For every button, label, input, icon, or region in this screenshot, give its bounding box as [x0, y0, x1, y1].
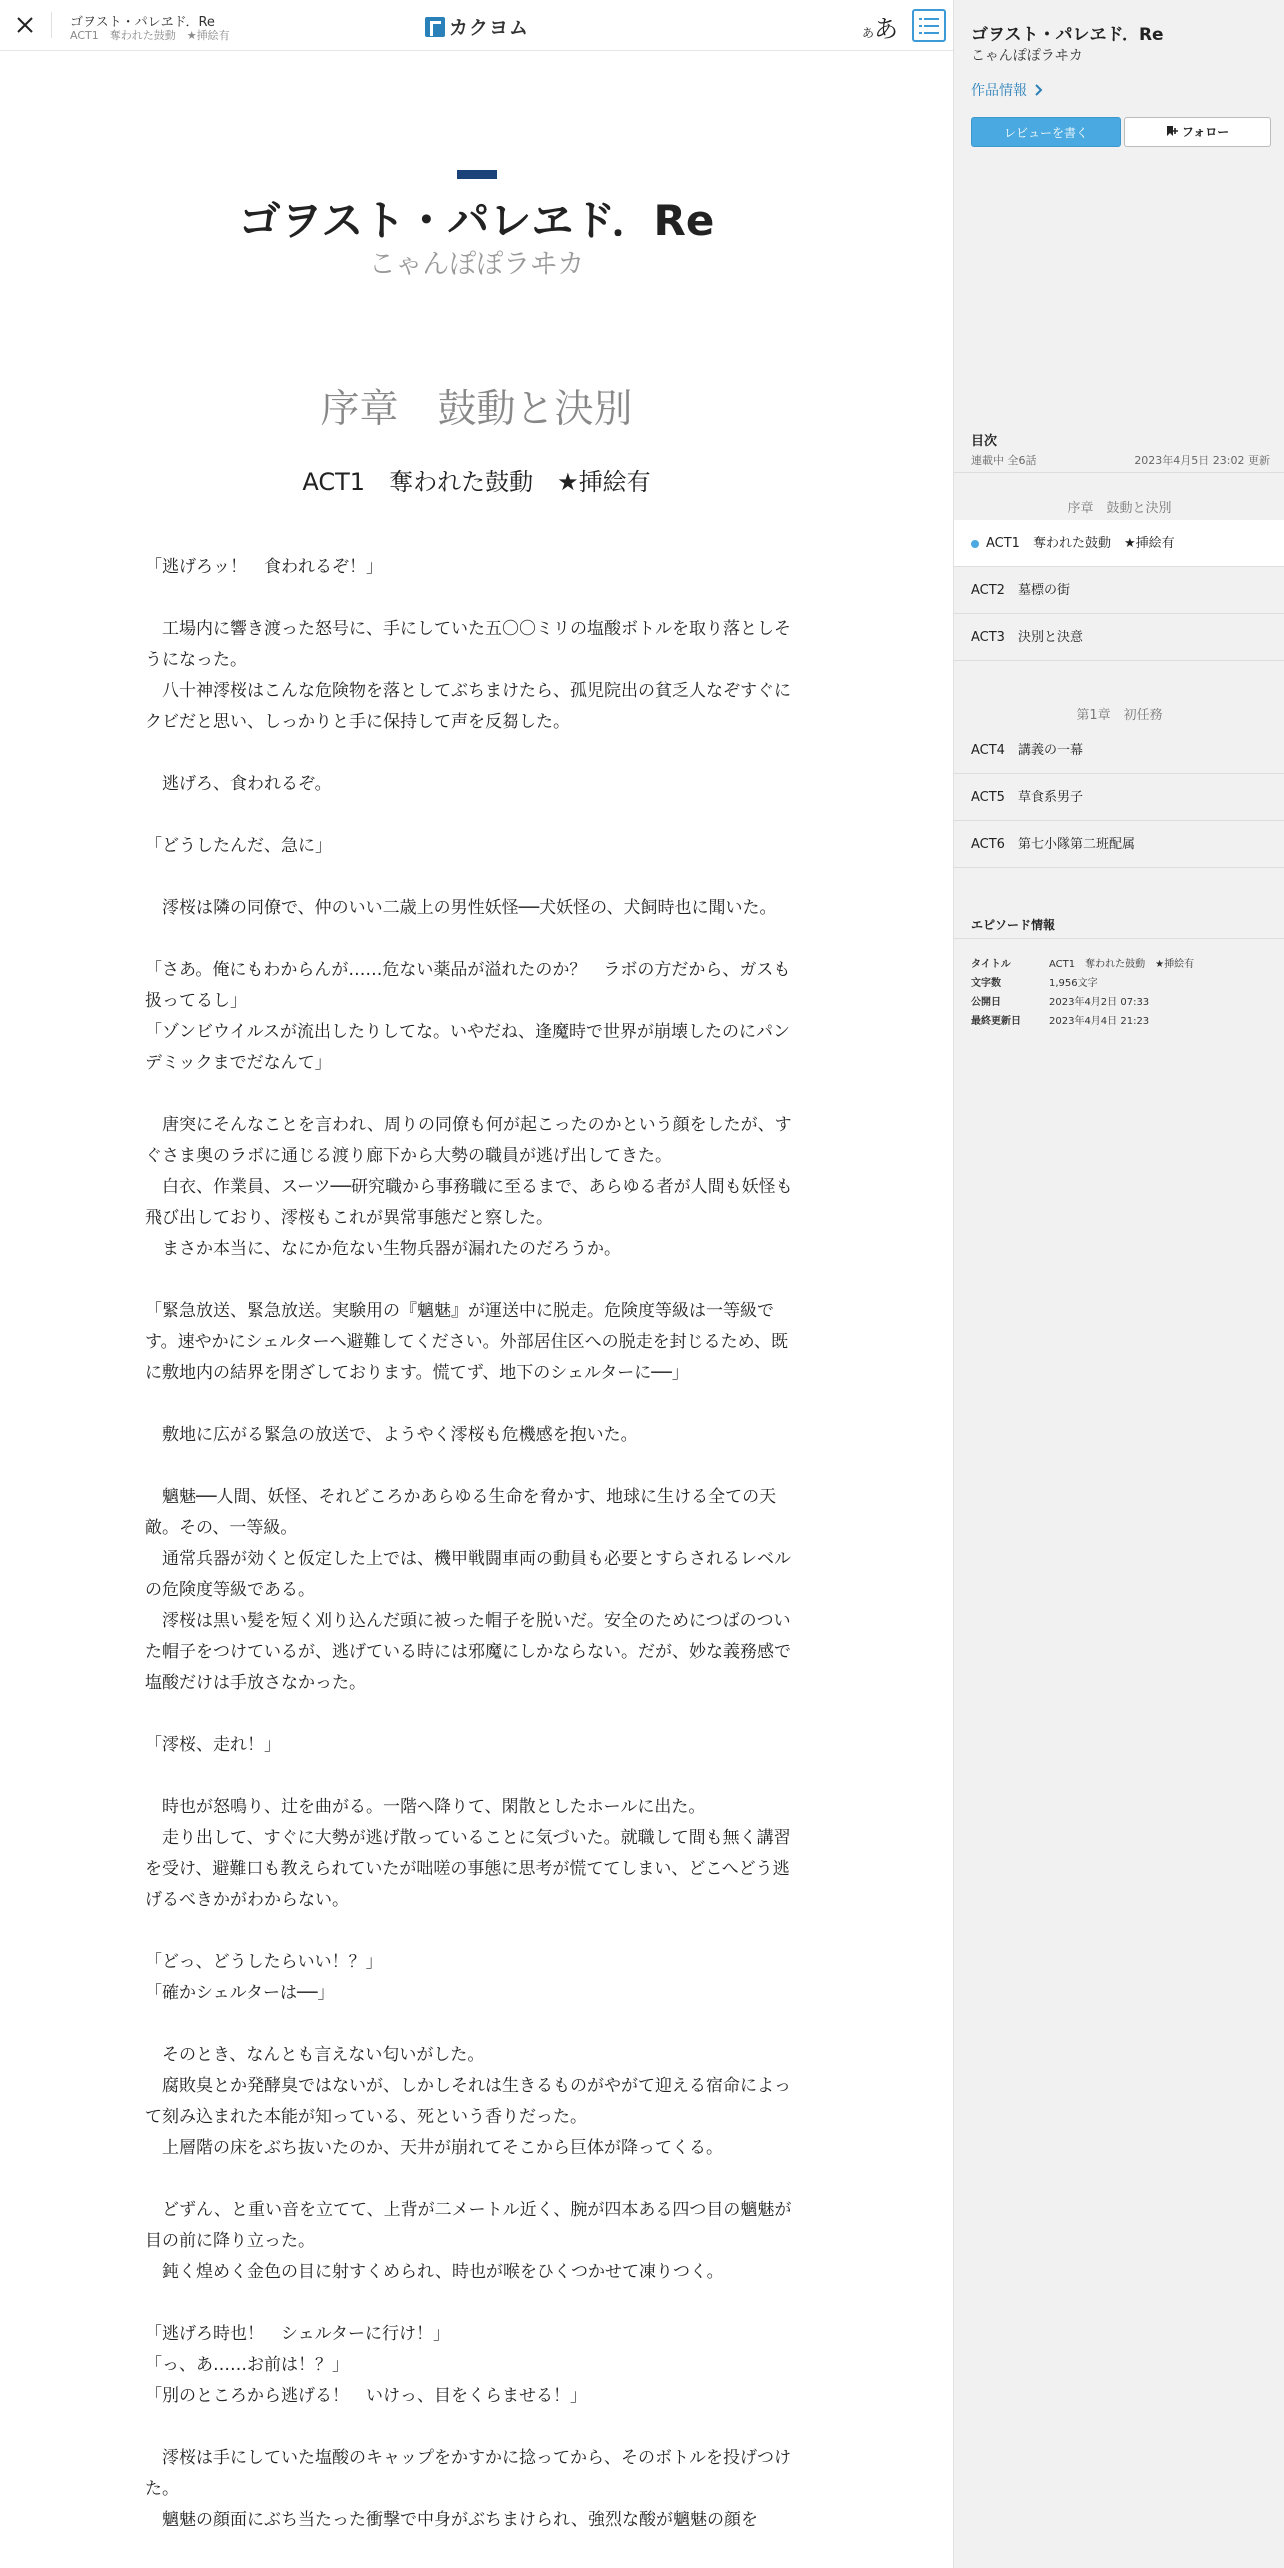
- body-paragraph: 「ゾンビウイルスが流出したりしてな。いやだね、逢魔時で世界が崩壊したのにパンデミックまでだなんて」: [145, 1022, 790, 1073]
- font-large-glyph: あ: [874, 15, 899, 43]
- blank-line: [145, 1389, 795, 1420]
- meta-key: 公開日: [971, 997, 1001, 1008]
- episode-body: [145, 552, 795, 2536]
- font-size-button[interactable]: [862, 9, 898, 44]
- toc-updated: 2023年4月5日 23:02 更新: [1134, 454, 1270, 467]
- toc-episode-act5[interactable]: [954, 774, 1284, 821]
- work-info-label: 作品情報: [971, 83, 1027, 99]
- follow-button[interactable]: [1124, 117, 1271, 147]
- episode-meta-published: [971, 993, 1149, 1008]
- body-paragraph: 逃げろ、食われるぞ。: [145, 774, 332, 794]
- sidebar-author[interactable]: こゃんぽぽラヰカ: [971, 48, 1083, 64]
- body-paragraph: 八十神澪桜はこんな危険物を落としてぶちまけたら、孤児院出の貧乏人なぞすぐにクビだと思い、しっかりと手に保持して声を反芻した。: [145, 681, 791, 732]
- toc-episode-label: ACT5 草食系男子: [971, 790, 1083, 805]
- blank-line: [145, 1265, 795, 1296]
- work-title: ゴヲスト・パレヱド．Re: [238, 196, 715, 245]
- body-paragraph: 「どうしたんだ、急に」: [145, 836, 332, 856]
- body-paragraph: 澪桜は黒い髪を短く刈り込んだ頭に被った帽子を脱いだ。安全のためにつばのついた帽子をつけているが、逃げている時には邪魔にしかならない。だが、妙な義務感で塩酸だけは手放さなかった。: [145, 1611, 791, 1693]
- font-small-glyph: あ: [862, 26, 875, 40]
- toc-episode-label: ACT3 決別と決意: [971, 630, 1083, 645]
- blank-line: [145, 1699, 795, 1730]
- write-review-button[interactable]: レビューを書く: [971, 117, 1121, 147]
- reader-header: [0, 0, 953, 51]
- episode-title: ACT1 奪われた鼓動 ★挿絵有: [302, 468, 651, 496]
- episode-meta-title: [971, 955, 1194, 970]
- blank-line: [145, 1916, 795, 1947]
- toc-episode-label: ACT2 墓標の街: [971, 583, 1070, 598]
- body-paragraph: 「緊急放送、緊急放送。実験用の『魑魅』が運送中に脱走。危険度等級は一等級です。速やかにシェルターへ避難してください。外部居住区への脱走を封じるため、既に敷地内の結界を閉ざしております。慌てず、地下のシェルターに──」: [145, 1301, 788, 1383]
- bookmark-plus-icon: [1166, 125, 1178, 137]
- meta-value: 1,956文字: [1049, 978, 1098, 989]
- body-paragraph: 「逃げろッ！ 食われるぞ！」: [145, 557, 383, 577]
- toc-episode-label: ACT4 講義の一幕: [971, 743, 1083, 758]
- close-icon: [12, 12, 38, 38]
- site-logo[interactable]: [425, 13, 529, 40]
- meta-key: 文字数: [971, 978, 1001, 989]
- blank-line: [145, 1451, 795, 1482]
- body-paragraph: 魑魅の顔面にぶち当たった衝撃で中身がぶちまけられ、強烈な酸が魑魅の顔を: [145, 2510, 759, 2530]
- body-paragraph: 白衣、作業員、スーツ──研究職から事務職に至るまで、あらゆる者が人間も妖怪も飛び出しており、澪桜もこれが異常事態だと察した。: [145, 1177, 793, 1228]
- body-paragraph: まさか本当に、なにか危ない生物兵器が漏れたのだろうか。: [145, 1239, 621, 1259]
- chapter-title: 序章 鼓動と決別: [320, 387, 633, 432]
- body-paragraph: 「どっ、どうしたらいい！？」: [145, 1952, 383, 1972]
- blank-line: [145, 1761, 795, 1792]
- body-paragraph: 魑魅──人間、妖怪、それどころかあらゆる生命を脅かす、地球に生ける全ての天敵。その、一等級。: [145, 1487, 777, 1538]
- work-info-link[interactable]: [971, 80, 1044, 100]
- toc-status: 連載中 全6話: [971, 454, 1037, 467]
- blank-line: [145, 800, 795, 831]
- logo-mark-icon: [425, 17, 445, 37]
- toc-episode-act1[interactable]: [954, 520, 1284, 567]
- sidebar-work-title[interactable]: ゴヲスト・パレヱド．Re: [971, 25, 1164, 45]
- body-paragraph: 唐突にそんなことを言われ、周りの同僚も何が起こったのかという顔をしたが、すぐさま奥のラボに通じる渡り廊下から大勢の職員が逃げ出してきた。: [145, 1115, 792, 1166]
- body-paragraph: 時也が怒鳴り、辻を曲がる。一階へ降りて、閑散としたホールに出た。: [145, 1797, 706, 1817]
- meta-key: 最終更新日: [971, 1016, 1021, 1027]
- toc-heading: 目次: [971, 434, 998, 449]
- list-icon: [919, 17, 939, 35]
- body-paragraph: どずん、と重い音を立てて、上背が二メートル近く、腕が四本ある四つ目の魑魅が目の前に降り立った。: [145, 2200, 792, 2251]
- toc-divider: [954, 472, 1284, 473]
- episode-meta-updated: [971, 1012, 1149, 1027]
- body-paragraph: そのとき、なんとも言えない匂いがした。: [145, 2045, 485, 2065]
- meta-value: ACT1 奪われた鼓動 ★挿絵有: [1049, 959, 1195, 970]
- toc-chapter-heading: 序章 鼓動と決別: [1067, 501, 1172, 516]
- current-episode-dot: [971, 540, 979, 548]
- blank-line: [145, 862, 795, 893]
- blank-line: [145, 1079, 795, 1110]
- meta-value: 2023年4月4日 21:23: [1049, 1016, 1150, 1027]
- reading-area[interactable]: [0, 52, 953, 2568]
- body-paragraph: 通常兵器が効くと仮定した上では、機甲戦闘車両の動員も必要とすらされるレベルの危険度等級である。: [145, 1549, 791, 1600]
- toc-episode-label: ACT1 奪われた鼓動 ★挿絵有: [986, 536, 1175, 551]
- toc-episode-act6[interactable]: [954, 821, 1284, 868]
- blank-line: [145, 2009, 795, 2040]
- episode-info-divider: [954, 938, 1284, 939]
- episode-info-heading: エピソード情報: [971, 918, 1056, 932]
- work-author: こゃんぽぽラヰカ: [368, 249, 585, 280]
- body-paragraph: 走り出して、すぐに大勢が逃げ散っていることに気づいた。就職して間も無く講習を受け、避難口も教えられていたが咄嗟の事態に思考が慌ててしまい、どこへどう逃げるべきかがわからない。: [145, 1828, 791, 1910]
- blank-line: [145, 2412, 795, 2443]
- body-paragraph: 「逃げろ時也！ シェルターに行け！」: [145, 2324, 450, 2344]
- chevron-right-icon: [1034, 84, 1044, 96]
- body-paragraph: 「確かシェルターは──」: [145, 1983, 335, 2003]
- blank-line: [145, 583, 795, 614]
- body-paragraph: 敷地に広がる緊急の放送で、ようやく澪桜も危機感を抱いた。: [145, 1425, 638, 1445]
- blank-line: [145, 2164, 795, 2195]
- body-paragraph: 鈍く煌めく金色の目に射すくめられ、時也が喉をひくつかせて凍りつく。: [145, 2262, 724, 2282]
- toc-episode-act3[interactable]: [954, 614, 1284, 661]
- header-episode-title: ACT1 奪われた鼓動 ★挿絵有: [70, 29, 230, 42]
- toc-episode-label: ACT6 第七小隊第二班配属: [971, 837, 1135, 852]
- meta-value: 2023年4月2日 07:33: [1049, 997, 1150, 1008]
- toc-chapter-heading: 第1章 初任務: [1076, 708, 1163, 723]
- body-paragraph: 「別のところから逃げる！ いけっ、目をくらませる！」: [145, 2386, 587, 2406]
- header-divider: [51, 12, 52, 38]
- body-paragraph: 工場内に響き渡った怒号に、手にしていた五〇〇ミリの塩酸ボトルを取り落としそうになった。: [145, 619, 791, 670]
- body-paragraph: 澪桜は手にしていた塩酸のキャップをかすかに捻ってから、そのボトルを投げつけた。: [145, 2448, 791, 2499]
- toc-episode-act2[interactable]: [954, 567, 1284, 614]
- toc-episode-act4[interactable]: [954, 727, 1284, 774]
- follow-label: フォロー: [1181, 125, 1230, 139]
- header-work-title[interactable]: ゴヲスト・パレヱド．Re: [70, 15, 215, 30]
- blank-line: [145, 2288, 795, 2319]
- blank-line: [145, 738, 795, 769]
- logo-text: カクヨム: [449, 17, 530, 39]
- body-paragraph: 「澪桜、走れ！」: [145, 1735, 281, 1755]
- title-accent-bar: [457, 170, 497, 179]
- body-paragraph: 上層階の床をぶち抜いたのか、天井が崩れてそこから巨体が降ってくる。: [145, 2138, 723, 2158]
- close-button[interactable]: [12, 12, 38, 38]
- meta-key: タイトル: [971, 959, 1011, 970]
- body-paragraph: 「さあ。俺にもわからんが……危ない薬品が溢れたのか？ ラボの方だから、ガスも扱ってるし」: [145, 960, 791, 1011]
- episode-meta-charcount: [971, 974, 1098, 989]
- blank-line: [145, 924, 795, 955]
- sidebar: [953, 0, 1284, 2568]
- toc-toggle-button[interactable]: [912, 9, 946, 42]
- body-paragraph: 澪桜は隣の同僚で、仲のいい二歳上の男性妖怪──犬妖怪の、犬飼時也に聞いた。: [145, 898, 777, 918]
- body-paragraph: 腐敗臭とか発酵臭ではないが、しかしそれは生きるものがやがて迎える宿命によって刻み込まれた本能が知っている、死という香りだった。: [145, 2076, 791, 2127]
- body-paragraph: 「っ、あ……お前は！？」: [145, 2355, 349, 2375]
